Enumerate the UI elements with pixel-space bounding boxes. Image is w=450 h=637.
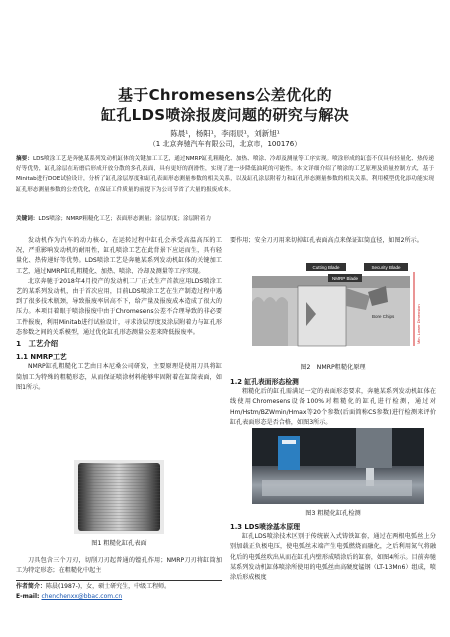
keywords-text: LDS喷涂；NMRP粗糙化工艺；表面形态测量；涂层厚度；涂层附着力 xyxy=(38,216,212,222)
affiliation: （1 北京奔驰汽车有限公司，北京市，100176） xyxy=(148,140,302,148)
figure-2-image xyxy=(246,262,424,348)
keywords xyxy=(16,214,434,222)
fig2-label-bore-chips: Bore Chips xyxy=(372,314,395,319)
right-paragraph-3: 缸孔LDS喷涂技术区别于传统嵌入式铸铁缸套，通过在两根电弧丝上分别加载正负极电压，使电弧丝末端产生电弧燃烧而融化，之后利用氮气将融化后的电弧丝吹出从而在缸孔内壁形成喷涂后的缸套，如图4所示。目前奔驰某系列发动机缸体喷涂所使用的电弧丝由高硬度锰钢（LT-13Mn6）组成，喷涂后形成极度 xyxy=(230,533,436,582)
right-column-bottom xyxy=(230,522,436,583)
right-column-top xyxy=(230,236,436,246)
keywords-label: 关键词： xyxy=(16,216,39,222)
section-1-3-heading: 1.3 LDS喷涂基本原理 xyxy=(230,523,301,531)
figure-2-caption: 图2 NMRP粗糙化原理 xyxy=(300,364,366,371)
email-label: E-mail: xyxy=(16,593,42,601)
figure-1-image xyxy=(74,460,164,534)
email-link[interactable]: chenchenxx@bbac.com.cn xyxy=(41,593,123,601)
fig2-label-min-lower-dimension: Min. Lower Dimension xyxy=(416,304,421,344)
fig2-label-cutting-blade: Cutting Blade xyxy=(312,265,340,270)
footnote-rule xyxy=(16,580,222,581)
right-column-mid xyxy=(230,377,436,428)
abstract xyxy=(16,154,434,195)
abstract-text: LDS喷涂工艺是奔驰某系列发动机缸体的关键加工工艺，通过NMRP缸孔粗糙化、加热、喷涂、冷却及测量等工序实现。喷涂形成的缸套不仅具有轻量化、热传递好等优势，缸孔涂层在珩磨后形成开放分散的多孔表面，具有更好的润滑性，实现了进一步降低油耗的可能性。本文详细介绍了喷涂的工艺原理及质量控制方式，基于Minitab进行DOE试验设计，分析了缸孔涂层厚度和缸孔表面形态测量参数的相关关系，以及缸孔涂层附着力和缸孔形态测量参数的相关关系，利用模型优化添功能实现缸孔形态测量参数的公差优化，在保证工件质量的前提下为公司节省了大量的报废成本。 xyxy=(16,156,434,193)
title-line-2: 缸孔LDS喷涂报废问题的研究与解决 xyxy=(101,106,349,124)
section-1-1-heading: 1.1 NMRP工艺 xyxy=(16,353,67,362)
section-1-2-heading: 1.2 缸孔表面形态检测 xyxy=(230,378,299,386)
right-paragraph-1: 要作用；安全刀刃用来切掉缸孔表面高点来保证缸筒直径，如图2所示。 xyxy=(230,237,423,244)
left-column-bottom xyxy=(16,556,222,576)
bore-surface-illustration xyxy=(74,460,164,534)
figure-1-caption: 图1 粗糙化缸孔表面 xyxy=(91,540,147,547)
nmrp-principle-diagram xyxy=(246,262,424,348)
authors: 陈晨¹，杨阳¹，李雨辰¹，刘新旭¹ xyxy=(170,129,280,138)
right-paragraph-2: 粗糙化后的缸孔需满足一定的表面形态要求，奔驰某系列发动机缸体在线使用Chromesens设备100%对粗糙化的缸孔进行检测，通过对Hm/Hstm/BZWmin/Hmax等20个参数(后面简称CS参数)进行检测来评价缸孔表面形态是否合格，如图3所示。 xyxy=(230,388,436,426)
left-column xyxy=(16,236,222,393)
author-info-label: 作者简介： xyxy=(16,583,47,590)
figure-3-image xyxy=(252,428,424,504)
left-paragraph-4: 刀具包含三个刀刃，切削刀刃起普通的镗孔作用；NMRP刀刃将缸筒加工为特定形态；在粗糙化中起主 xyxy=(16,557,222,575)
left-paragraph-3: NMRP缸孔粗糙化工艺由日本尼桑公司研发，主要原理是使用刀具将缸筒加工为特殊的粗糙形态，从而保证喷涂材料能够牢固附着在缸筒表面，如图1所示。 xyxy=(16,363,222,391)
author-info xyxy=(16,582,222,602)
left-paragraph-1: 发动机作为汽车的动力核心，在运转过程中缸孔会承受高温高压的工况，严重影响发动机的耐用性，缸孔喷涂工艺在此背景下应运而生，具有轻量化、热传递好等优势。LDS喷涂工艺是奔驰某系列发动机缸体的关键加工工艺，通过NMRP缸孔粗糙化、加热、喷涂、冷却及测量等工序实现。 xyxy=(16,237,222,275)
chromesens-inspection-photo xyxy=(252,428,424,504)
figure-3-caption: 图3 粗糙化缸孔检测 xyxy=(305,510,361,517)
abstract-label: 摘要： xyxy=(16,156,33,162)
left-paragraph-2: 北京奔驰于2018年4月投产的发动机二厂正式生产首款应用LDS喷涂工艺的某系列发动机，由于首次应用，目前LDS喷涂工艺在生产制造过程中遇到了很多技术瓶颈，导致报废率居高不下，给产量及报废成本造成了很大的压力。本项目着眼于喷涂报废中由于Chromesens公差不合理导致的非必要工件报废，利用Minitab进行试验设计，寻求涂层厚度及涂层附着力与缸孔形态参数之间的关系模型，通过优化缸孔形态测量公差来降低报废率。 xyxy=(16,277,222,336)
fig2-label-security-blade: Security Blade xyxy=(371,265,401,270)
fig2-label-nmrp-blade: NMRP Blade xyxy=(332,276,358,281)
author-info-text: 陈晨(1987-)，女，硕士研究生，中级工程师。 xyxy=(46,583,171,590)
section-1-heading: 1 工艺介绍 xyxy=(16,339,59,349)
title-line-1: 基于Chromesens公差优化的 xyxy=(117,86,332,104)
